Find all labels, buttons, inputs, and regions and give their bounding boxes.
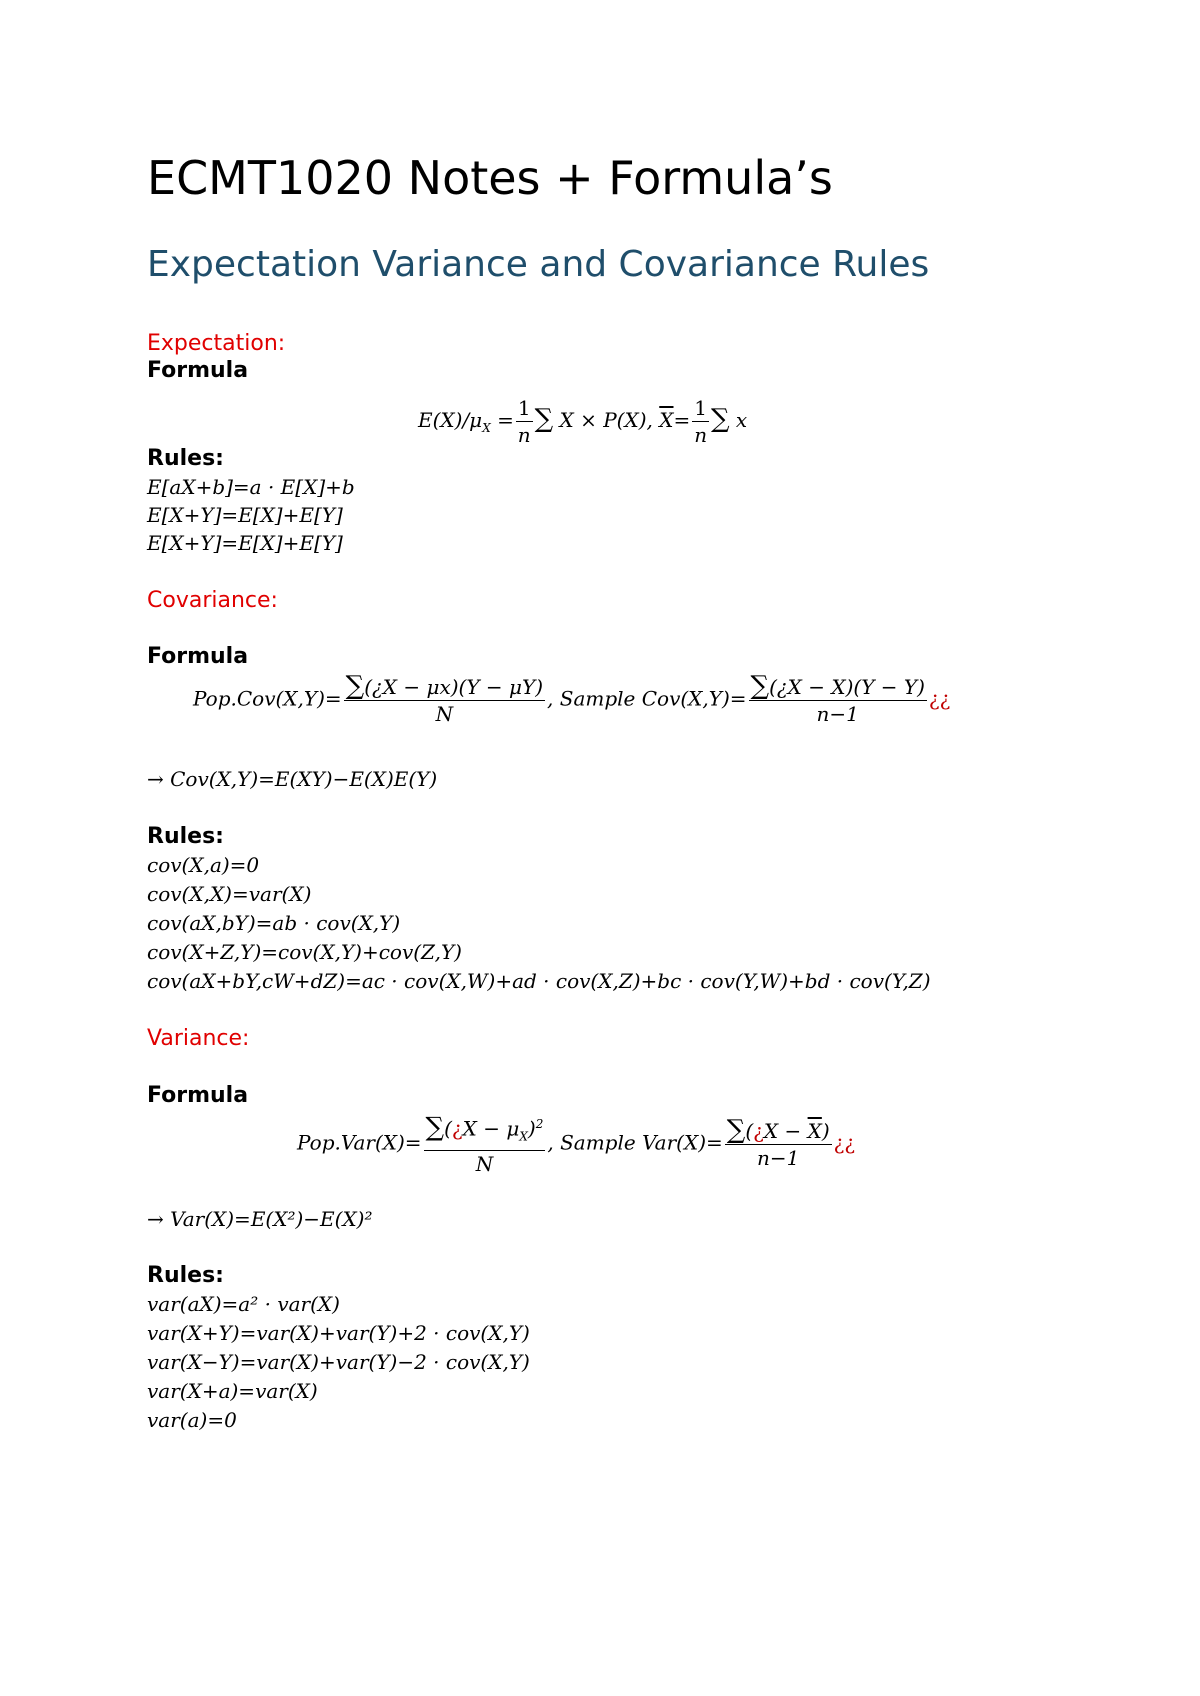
expectation-heading: Expectation: [147, 331, 286, 356]
covariance-rule-3: cov(aX,bY)=ab · cov(X,Y) [147, 911, 401, 935]
var-sample-fraction: $\frac{\sum(¿X - \overline{X})}{n-1}$ [726, 1114, 830, 1170]
variance-rule-2: var(X+Y)=var(X)+var(Y)+2 · cov(X,Y) [147, 1321, 530, 1345]
sigma-icon-3: ∑ [345, 671, 365, 701]
covariance-rule-5: cov(aX+bY,cW+dZ)=ac · cov(X,W)+ad · cov(X,Z)+bc · cov(Y,W)+bd · cov(Y,Z) [147, 969, 931, 993]
var-sample-label: , Sample Var(X)= [547, 1130, 723, 1155]
var-pop-denominator: N [475, 1151, 494, 1176]
var-sample-tail: ¿¿ [833, 1130, 856, 1155]
expectation-rule-3: E[X+Y]=E[X]+E[Y] [147, 531, 343, 555]
sigma-icon-6: ∑ [726, 1114, 746, 1145]
expectation-rules-label: Rules: [147, 446, 224, 471]
covariance-heading: Covariance: [147, 588, 278, 613]
fraction-one-over-n: $\frac{1}{n}$ [517, 396, 531, 447]
covariance-rules-label: Rules: [147, 824, 224, 849]
covariance-formula [193, 673, 950, 727]
covariance-rule-4: cov(X+Z,Y)=cov(X,Y)+cov(Z,Y) [147, 940, 462, 964]
sigma-icon-4: ∑ [750, 671, 770, 701]
arrow-right-icon: → [147, 767, 164, 791]
expectation-formula: $E(X)/\mu_X$ = $\frac{1}{n}$ ∑ X × P(X), $\overline{X}=$ $\frac{1}{n}$ ∑ x [418, 396, 748, 447]
cov-sample-tail: ¿¿ [928, 686, 951, 711]
covariance-identity: Cov(X,Y)=E(XY)−E(X)E(Y) [170, 767, 438, 791]
cov-pop-fraction [344, 673, 545, 727]
expectation-rule-1: E[aX+b]=a · E[X]+b [147, 475, 355, 499]
cov-pop-label: Pop.Cov(X,Y)= [193, 686, 342, 711]
section-heading: Expectation Variance and Covariance Rules [147, 244, 930, 285]
expectation-formula-lhs: E(X)/μ [418, 408, 483, 432]
var-sample-denominator: n−1 [757, 1145, 800, 1170]
cov-sample-label: , Sample Cov(X,Y)= [547, 686, 747, 711]
variance-formula-label: Formula [147, 1083, 249, 1108]
sigma-icon-2: ∑ [711, 404, 730, 434]
var-pop-label: Pop.Var(X)= [297, 1130, 422, 1155]
var-pop-fraction: $\frac{\sum(¿X - \mu_X)^2}{N}$ [425, 1112, 544, 1176]
expectation-rule-2: E[X+Y]=E[X]+E[Y] [147, 503, 343, 527]
covariance-rule-1: cov(X,a)=0 [147, 853, 260, 877]
expectation-formula-label: Formula [147, 358, 249, 383]
covariance-formula-label: Formula [147, 644, 249, 669]
arrow-right-icon-2: → [147, 1207, 164, 1231]
cov-pop-numerator: (¿X − μx)(Y − μY) [364, 675, 544, 699]
variance-formula [297, 1111, 855, 1177]
page-title: ECMT1020 Notes + Formula’s [147, 151, 833, 205]
expectation-formula-mid: X × P(X), [553, 408, 660, 432]
cov-sample-denominator: n−1 [816, 702, 859, 726]
cov-sample-numerator: (¿X − X)(Y − Y) [769, 675, 925, 699]
variance-rule-5: var(a)=0 [147, 1408, 237, 1432]
variance-identity-line [147, 1205, 373, 1233]
variance-rule-1: var(aX)=a² · var(X) [147, 1292, 340, 1316]
sigma-icon-5: ∑ [425, 1112, 445, 1143]
covariance-identity-line [147, 765, 437, 793]
expectation-formula-end: x [729, 408, 748, 432]
variance-rule-3: var(X−Y)=var(X)+var(Y)−2 · cov(X,Y) [147, 1350, 530, 1374]
variance-rules-label: Rules: [147, 1263, 224, 1288]
variance-identity: Var(X)=E(X²)−E(X)² [170, 1207, 373, 1231]
cov-pop-denominator: N [435, 702, 454, 726]
variance-heading: Variance: [147, 1026, 250, 1051]
variance-rule-4: var(X+a)=var(X) [147, 1379, 318, 1403]
covariance-rule-2: cov(X,X)=var(X) [147, 882, 312, 906]
cov-sample-fraction [749, 673, 927, 727]
fraction-one-over-n-2: $\frac{1}{n}$ [694, 396, 708, 447]
sigma-icon: ∑ [534, 404, 554, 434]
